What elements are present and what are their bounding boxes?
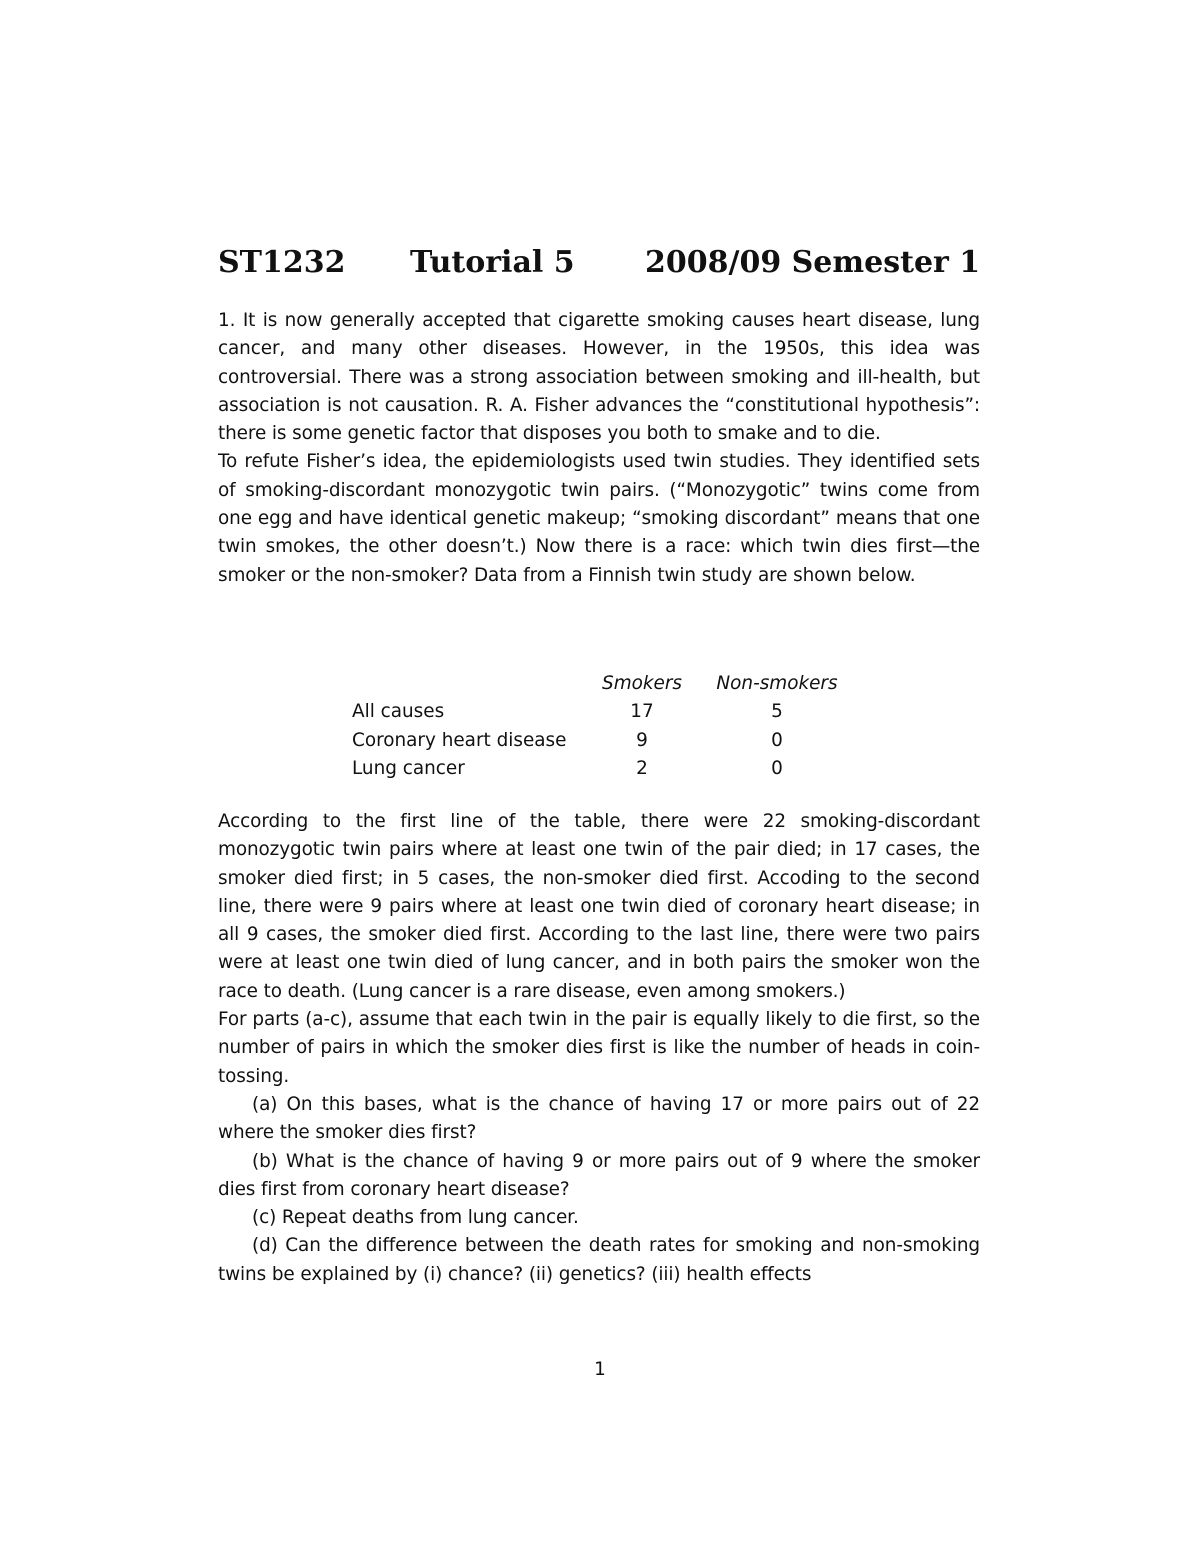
- course-code: ST1232: [218, 245, 346, 280]
- question-1-text: [218, 307, 980, 590]
- smokers-value: 2: [636, 757, 648, 779]
- row-label: Coronary heart disease: [352, 729, 567, 751]
- non-smokers-value: 0: [771, 729, 783, 751]
- semester-label: 2008/09 Semester 1: [645, 245, 981, 280]
- smokers-value: 9: [636, 729, 648, 751]
- tutorial-number: Tutorial 5: [410, 245, 575, 280]
- table-header-row: [352, 670, 872, 698]
- twin-study-table: [352, 670, 872, 783]
- non-smokers-value: 0: [771, 757, 783, 779]
- table-row: [352, 755, 872, 783]
- smokers-value: 17: [630, 701, 654, 723]
- question-1-continued: [218, 808, 980, 1289]
- table-row: [352, 727, 872, 755]
- coin-toss-assumption: For parts (a-c), assume that each twin in the pair is equally likely to die first, so the number of pairs in which the smoker dies first is like the number of heads in coin-tossing.: [218, 1009, 980, 1087]
- page-number: 1: [594, 1359, 606, 1380]
- part-c: (c) Repeat deaths from lung cancer.: [252, 1207, 579, 1229]
- part-a: (a) On this bases, what is the chance of having 17 or more pairs out of 22 where the smoker dies first?: [218, 1093, 980, 1144]
- non-smokers-value: 5: [771, 701, 783, 723]
- row-label: All causes: [352, 701, 445, 723]
- row-label: Lung cancer: [352, 757, 465, 779]
- table-header-non-smokers: Non-smokers: [716, 673, 838, 694]
- table-explanation: According to the first line of the table, there were 22 smoking-discordant monozygotic twin pairs where at least one twin of the pair died; in 17 cases, the smoker died first; in 5 cases, the non-smoker died first. Accoding to the second line, there were 9 pairs where at least one twin died of coronary heart disease; in all 9 cases, the smoker died first. According to the last line, there were two pairs were at least one twin died of lung cancer, and in both pairs the smoker won the race to death. (Lung cancer is a rare disease, even among smokers.): [218, 811, 980, 1002]
- part-d: (d) Can the difference between the death rates for smoking and non-smoking twins be explained by (i) chance? (ii) genetics? (iii) health effects: [218, 1235, 980, 1285]
- part-b: (b) What is the chance of having 9 or more pairs out of 9 where the smoker dies first from coronary heart disease?: [218, 1150, 980, 1200]
- table-header-smokers: Smokers: [602, 673, 682, 694]
- table-row: [352, 698, 872, 726]
- question-1-twin-studies: To refute Fisher’s idea, the epidemiologists used twin studies. They identified sets of smoking-discordant monozygotic twin pairs. (“Monozygotic” twins come from one egg and have identical genetic makeup; “smoking discordant” means that one twin smokes, the other doesn’t.) Now there is a race: which twin dies first—the smoker or the non-smoker? Data from a Finnish twin study are shown below.: [218, 451, 980, 586]
- question-1-intro: 1. It is now generally accepted that cigarette smoking causes heart disease, lung cancer, and many other diseases. However, in the 1950s, this idea was controversial. There was a strong association between smoking and ill-health, but association is not causation. R. A. Fisher advances the “constitutional hypothesis”: there is some genetic factor that disposes you both to smake and to die.: [218, 310, 980, 445]
